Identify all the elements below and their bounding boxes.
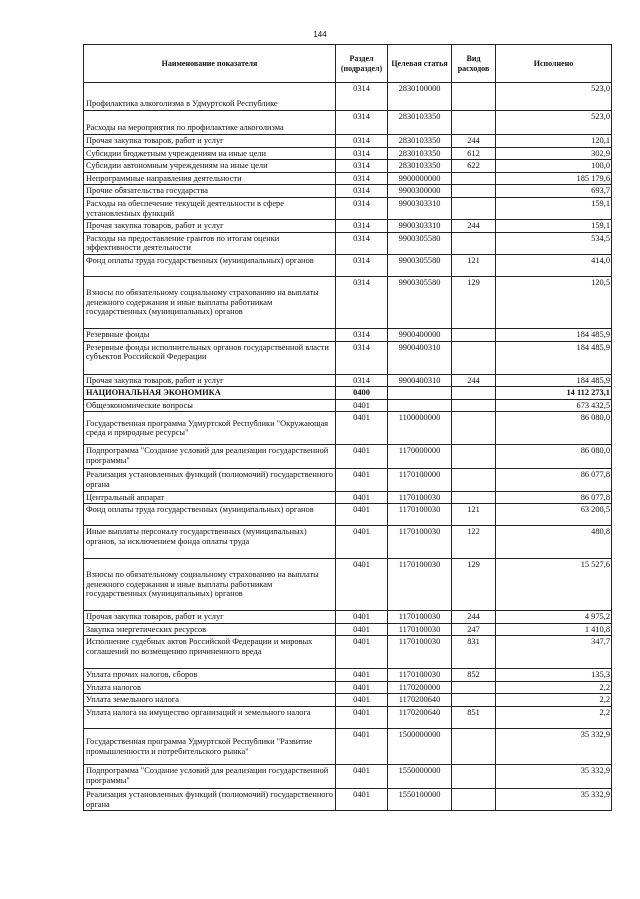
- row-amount: 185 179,6: [496, 172, 612, 185]
- table-row: [84, 135, 612, 148]
- row-name: Общеэкономические вопросы: [84, 399, 336, 412]
- row-amount: 184 485,9: [496, 328, 612, 341]
- row-name: Резервные фонды: [84, 328, 336, 341]
- header-name: Наименование показателя: [84, 45, 336, 83]
- row-kind: 244: [452, 135, 496, 148]
- row-name: Фонд оплаты труда государственных (муниципальных) органов: [84, 254, 336, 276]
- row-target: 1170100030: [388, 504, 452, 526]
- row-kind: 129: [452, 559, 496, 611]
- row-name: Непрограммные направления деятельности: [84, 172, 336, 185]
- row-section: 0314: [336, 220, 388, 233]
- row-amount: 63 200,5: [496, 504, 612, 526]
- row-amount: 523,0: [496, 111, 612, 135]
- row-kind: [452, 729, 496, 765]
- row-section: 0401: [336, 669, 388, 682]
- row-target: 9900305580: [388, 254, 452, 276]
- row-name: Подпрограмма "Создание условий для реализации государственной программы": [84, 445, 336, 469]
- row-name: НАЦИОНАЛЬНАЯ ЭКОНОМИКА: [84, 387, 336, 400]
- row-name: Резервные фонды исполнительных органов государственной власти субъектов Российской Федерации: [84, 341, 336, 374]
- row-target: 1500000000: [388, 729, 452, 765]
- row-amount: 347,7: [496, 636, 612, 669]
- row-target: 9900303310: [388, 197, 452, 219]
- row-section: 0314: [336, 197, 388, 219]
- row-section: 0401: [336, 636, 388, 669]
- row-amount: 100,0: [496, 160, 612, 173]
- table-row: [84, 559, 612, 611]
- table-row: [84, 341, 612, 374]
- row-name: Подпрограмма "Создание условий для реализации государственной программы": [84, 765, 336, 789]
- row-target: 1550000000: [388, 765, 452, 789]
- row-name: Расходы на предоставление грантов по итогам оценки эффективности деятельности: [84, 232, 336, 254]
- row-kind: [452, 232, 496, 254]
- row-kind: [452, 328, 496, 341]
- row-amount: 2,2: [496, 707, 612, 729]
- row-kind: 244: [452, 220, 496, 233]
- row-section: 0314: [336, 276, 388, 328]
- row-section: 0401: [336, 526, 388, 559]
- table-row: [84, 445, 612, 469]
- row-target: 1550100000: [388, 789, 452, 811]
- row-kind: [452, 172, 496, 185]
- row-name: Прочая закупка товаров, работ и услуг: [84, 220, 336, 233]
- table-row: [84, 669, 612, 682]
- row-kind: [452, 83, 496, 111]
- row-kind: [452, 694, 496, 707]
- row-target: 9900000000: [388, 172, 452, 185]
- row-target: 9900303310: [388, 220, 452, 233]
- row-kind: 244: [452, 611, 496, 624]
- table-row: [84, 504, 612, 526]
- row-name: Уплата налогов: [84, 681, 336, 694]
- page-number: 144: [313, 30, 327, 39]
- row-name: Иные выплаты персоналу государственных (муниципальных) органов, за исключением фонда оплаты труда: [84, 526, 336, 559]
- row-section: 0314: [336, 374, 388, 387]
- row-target: 2830103350: [388, 147, 452, 160]
- row-target: 1170100030: [388, 559, 452, 611]
- row-section: 0401: [336, 729, 388, 765]
- table-row: [84, 491, 612, 504]
- row-amount: 693,7: [496, 185, 612, 198]
- row-target: [388, 399, 452, 412]
- row-section: 0314: [336, 232, 388, 254]
- row-target: 1170100000: [388, 469, 452, 491]
- row-section: 0314: [336, 83, 388, 111]
- table-row: [84, 387, 612, 400]
- row-section: 0314: [336, 185, 388, 198]
- row-section: 0314: [336, 172, 388, 185]
- table-row: [84, 172, 612, 185]
- table-row: [84, 160, 612, 173]
- table-row: [84, 765, 612, 789]
- row-name: Взносы по обязательному социальному страхованию на выплаты денежного содержания и иные выплаты работникам государственных (муниципальных) органов: [84, 276, 336, 328]
- row-kind: 612: [452, 147, 496, 160]
- row-section: 0401: [336, 611, 388, 624]
- row-section: 0401: [336, 504, 388, 526]
- row-section: 0401: [336, 707, 388, 729]
- row-kind: 622: [452, 160, 496, 173]
- table-row: [84, 399, 612, 412]
- row-section: 0401: [336, 469, 388, 491]
- row-amount: 15 527,6: [496, 559, 612, 611]
- row-amount: 523,0: [496, 83, 612, 111]
- row-kind: 121: [452, 254, 496, 276]
- row-amount: 480,8: [496, 526, 612, 559]
- row-target: 2830103350: [388, 111, 452, 135]
- row-amount: 184 485,9: [496, 341, 612, 374]
- row-amount: 302,9: [496, 147, 612, 160]
- row-kind: [452, 412, 496, 445]
- row-kind: 852: [452, 669, 496, 682]
- row-section: 0314: [336, 341, 388, 374]
- row-target: 1170100030: [388, 611, 452, 624]
- row-section: 0401: [336, 789, 388, 811]
- row-section: 0401: [336, 399, 388, 412]
- row-name: Реализация установленных функций (полномочий) государственного органа: [84, 469, 336, 491]
- row-name: Субсидии бюджетным учреждениям на иные цели: [84, 147, 336, 160]
- row-name: Уплата прочих налогов, сборов: [84, 669, 336, 682]
- row-target: 1170200640: [388, 707, 452, 729]
- row-amount: 1 410,8: [496, 623, 612, 636]
- row-target: 1170000000: [388, 445, 452, 469]
- row-kind: 831: [452, 636, 496, 669]
- row-name: Прочие обязательства государства: [84, 185, 336, 198]
- table-row: [84, 111, 612, 135]
- row-amount: 184 485,9: [496, 374, 612, 387]
- row-kind: 244: [452, 374, 496, 387]
- row-kind: [452, 197, 496, 219]
- row-name: Прочая закупка товаров, работ и услуг: [84, 374, 336, 387]
- row-section: 0401: [336, 623, 388, 636]
- table-row: [84, 83, 612, 111]
- row-target: 1170100030: [388, 491, 452, 504]
- row-section: 0314: [336, 254, 388, 276]
- row-kind: [452, 387, 496, 400]
- table-row: [84, 220, 612, 233]
- row-name: Фонд оплаты труда государственных (муниципальных) органов: [84, 504, 336, 526]
- table-row: [84, 623, 612, 636]
- header-target: Целевая статья: [388, 45, 452, 83]
- row-amount: 35 332,9: [496, 765, 612, 789]
- row-kind: [452, 185, 496, 198]
- row-amount: 2,2: [496, 694, 612, 707]
- row-target: 1100000000: [388, 412, 452, 445]
- row-amount: 86 077,8: [496, 469, 612, 491]
- row-target: 9900400310: [388, 374, 452, 387]
- table-header-row: [84, 45, 612, 83]
- row-amount: 86 080,0: [496, 445, 612, 469]
- row-section: 0401: [336, 681, 388, 694]
- row-kind: 121: [452, 504, 496, 526]
- row-name: Прочая закупка товаров, работ и услуг: [84, 135, 336, 148]
- row-name: Профилактика алкоголизма в Удмуртской Республике: [84, 83, 336, 111]
- row-kind: [452, 789, 496, 811]
- row-kind: [452, 445, 496, 469]
- row-name: Государственная программа Удмуртской Республики "Окружающая среда и природные ресурсы": [84, 412, 336, 445]
- row-amount: 159,1: [496, 220, 612, 233]
- row-name: Взносы по обязательному социальному страхованию на выплаты денежного содержания и иные выплаты работникам государственных (муниципальных) органов: [84, 559, 336, 611]
- row-target: 2830103350: [388, 135, 452, 148]
- row-kind: 247: [452, 623, 496, 636]
- header-executed: Исполнено: [496, 45, 612, 83]
- row-amount: 86 077,8: [496, 491, 612, 504]
- row-amount: 120,1: [496, 135, 612, 148]
- table-row: [84, 694, 612, 707]
- row-kind: [452, 765, 496, 789]
- table-row: [84, 729, 612, 765]
- row-kind: [452, 111, 496, 135]
- row-kind: 851: [452, 707, 496, 729]
- row-kind: [452, 681, 496, 694]
- row-amount: 35 332,9: [496, 729, 612, 765]
- row-amount: 4 975,2: [496, 611, 612, 624]
- row-name: Прочая закупка товаров, работ и услуг: [84, 611, 336, 624]
- row-amount: 2,2: [496, 681, 612, 694]
- row-amount: 35 332,9: [496, 789, 612, 811]
- row-amount: 86 080,0: [496, 412, 612, 445]
- row-section: 0314: [336, 147, 388, 160]
- row-kind: [452, 341, 496, 374]
- row-kind: 129: [452, 276, 496, 328]
- table-row: [84, 276, 612, 328]
- row-section: 0314: [336, 135, 388, 148]
- row-name: Уплата земельного налога: [84, 694, 336, 707]
- row-section: 0314: [336, 111, 388, 135]
- row-target: 1170200640: [388, 694, 452, 707]
- table-row: [84, 412, 612, 445]
- row-target: 9900400310: [388, 341, 452, 374]
- row-section: 0314: [336, 160, 388, 173]
- table-row: [84, 374, 612, 387]
- table-row: [84, 147, 612, 160]
- row-name: Исполнение судебных актов Российской Федерации и мировых соглашений по возмещению причиненного вреда: [84, 636, 336, 669]
- row-kind: [452, 399, 496, 412]
- table-row: [84, 197, 612, 219]
- row-section: 0400: [336, 387, 388, 400]
- table-row: [84, 185, 612, 198]
- row-target: 1170100030: [388, 623, 452, 636]
- row-name: Субсидии автономным учреждениям на иные цели: [84, 160, 336, 173]
- row-amount: 120,5: [496, 276, 612, 328]
- row-section: 0401: [336, 491, 388, 504]
- row-name: Расходы на мероприятия по профилактике алкоголизма: [84, 111, 336, 135]
- row-section: 0314: [336, 328, 388, 341]
- row-target: 9900300000: [388, 185, 452, 198]
- table-row: [84, 707, 612, 729]
- row-name: Государственная программа Удмуртской Республики "Развитие промышленности и потребительского рынка": [84, 729, 336, 765]
- row-amount: 159,1: [496, 197, 612, 219]
- row-target: [388, 387, 452, 400]
- header-section: Раздел (подраздел): [336, 45, 388, 83]
- row-kind: [452, 469, 496, 491]
- row-name: Закупка энергетических ресурсов: [84, 623, 336, 636]
- row-target: 9900400000: [388, 328, 452, 341]
- table-row: [84, 526, 612, 559]
- row-amount: 673 432,5: [496, 399, 612, 412]
- row-name: Уплата налога на имущество организаций и земельного налога: [84, 707, 336, 729]
- table-row: [84, 328, 612, 341]
- row-amount: 534,5: [496, 232, 612, 254]
- table-row: [84, 232, 612, 254]
- table-row: [84, 254, 612, 276]
- row-target: 1170100030: [388, 636, 452, 669]
- table-row: [84, 636, 612, 669]
- table-row: [84, 789, 612, 811]
- row-section: 0401: [336, 765, 388, 789]
- row-kind: [452, 491, 496, 504]
- row-section: 0401: [336, 445, 388, 469]
- table-row: [84, 681, 612, 694]
- row-amount: 14 112 273,1: [496, 387, 612, 400]
- row-target: 1170100030: [388, 669, 452, 682]
- table-row: [84, 469, 612, 491]
- row-name: Расходы на обеспечение текущей деятельности в сфере установленных функций: [84, 197, 336, 219]
- expenditure-table: [83, 44, 612, 811]
- row-section: 0401: [336, 694, 388, 707]
- row-target: 9900305580: [388, 232, 452, 254]
- row-amount: 414,0: [496, 254, 612, 276]
- row-target: 1170100030: [388, 526, 452, 559]
- row-target: 9900305580: [388, 276, 452, 328]
- table-body: [84, 83, 612, 811]
- row-amount: 135,3: [496, 669, 612, 682]
- table-row: [84, 611, 612, 624]
- row-name: Реализация установленных функций (полномочий) государственного органа: [84, 789, 336, 811]
- row-section: 0401: [336, 412, 388, 445]
- row-target: 2830103350: [388, 160, 452, 173]
- row-name: Центральный аппарат: [84, 491, 336, 504]
- row-target: 2830100000: [388, 83, 452, 111]
- row-section: 0401: [336, 559, 388, 611]
- header-kind: Вид расходов: [452, 45, 496, 83]
- row-target: 1170200000: [388, 681, 452, 694]
- row-kind: 122: [452, 526, 496, 559]
